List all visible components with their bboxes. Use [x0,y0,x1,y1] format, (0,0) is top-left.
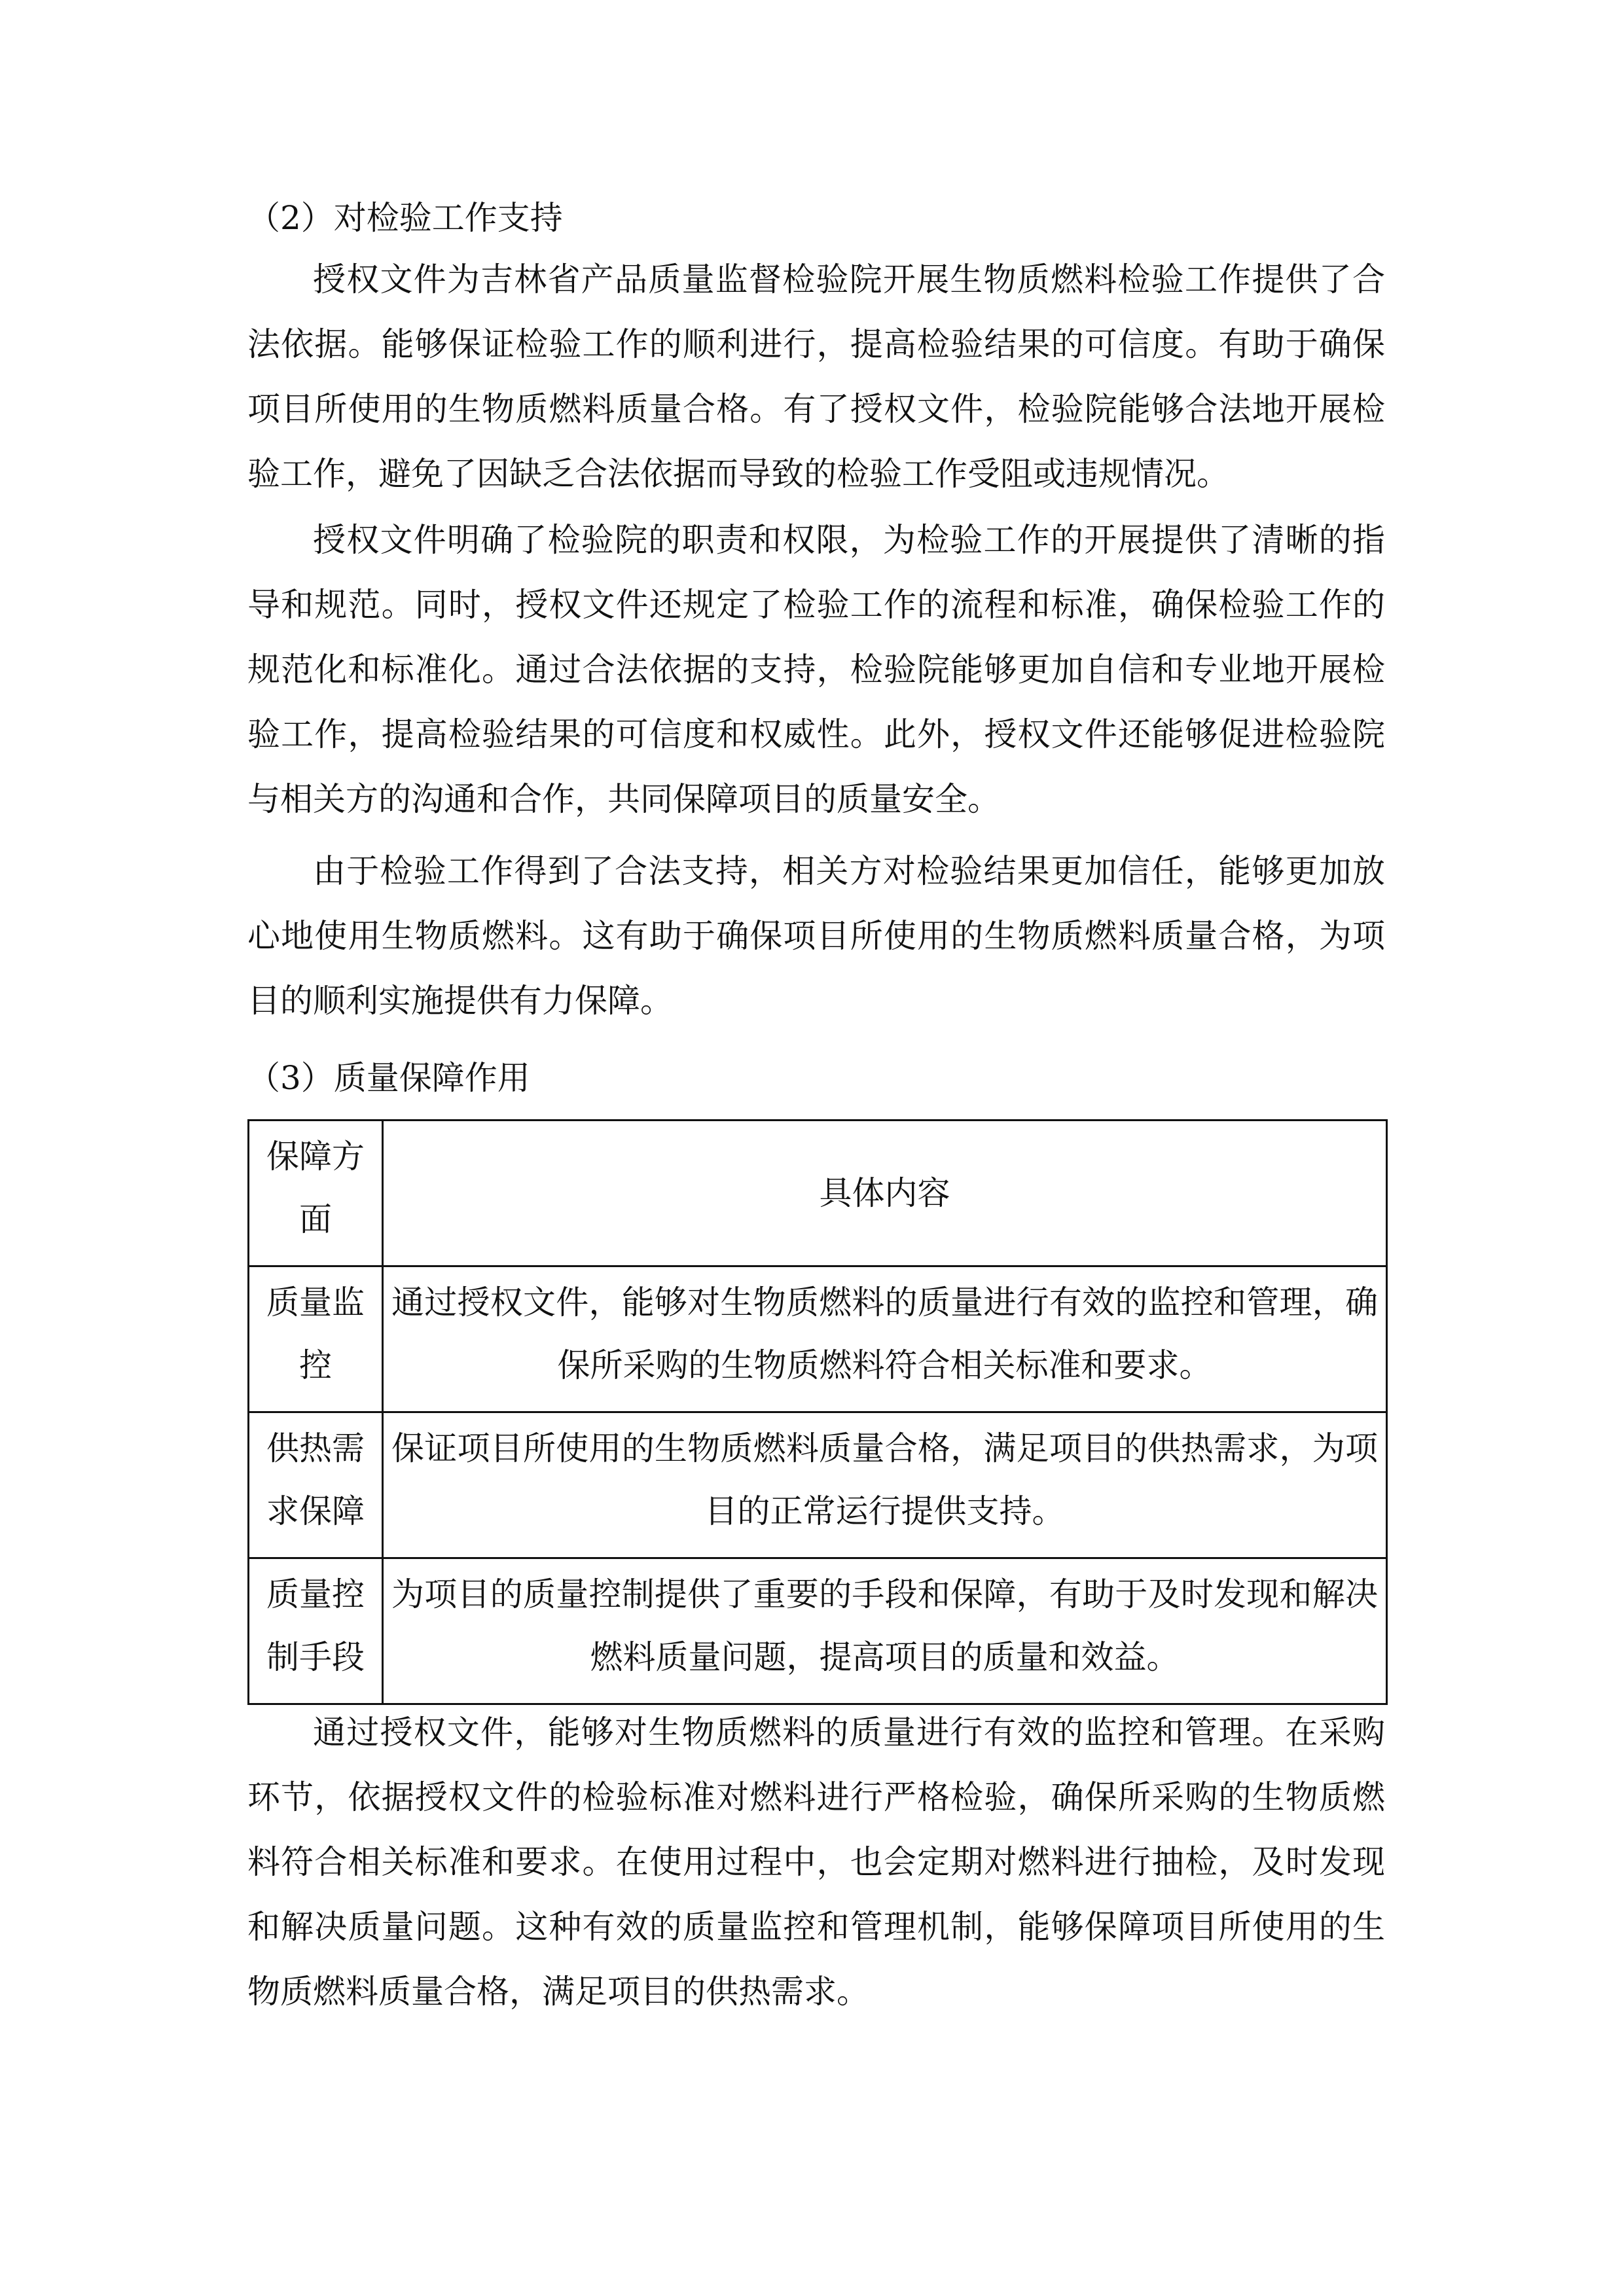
table-header-row [249,1121,1387,1266]
header-cell-content: 具体内容 [383,1121,1387,1266]
table-row [249,1558,1387,1704]
section-heading-3: （3）质量保障作用 [247,1059,530,1097]
cell-content: 保证项目所使用的生物质燃料质量合格，满足项目的供热需求，为项目的正常运行提供支持。 [383,1412,1387,1558]
table-row [249,1412,1387,1558]
section-heading-2: （2）对检验工作支持 [247,199,563,237]
cell-content: 为项目的质量控制提供了重要的手段和保障，有助于及时发现和解决燃料质量问题，提高项目的质量和效益。 [383,1558,1387,1704]
paragraph: 通过授权文件，能够对生物质燃料的质量进行有效的监控和管理。在采购环节，依据授权文件的检验标准对燃料进行严格检验，确保所采购的生物质燃料符合相关标准和要求。在使用过程中，也会定期对燃料进行抽检，及时发现和解决质量问题。这种有效的质量监控和管理机制，能够保障项目所使用的生物质燃料质量合格，满足项目的供热需求。 [247,1713,1385,2011]
paragraph: 由于检验工作得到了合法支持，相关方对检验结果更加信任，能够更加放心地使用生物质燃料。这有助于确保项目所使用的生物质燃料质量合格，为项目的顺利实施提供有力保障。 [247,852,1385,1020]
cell-aspect: 质量监控 [249,1266,383,1412]
table-row [249,1266,1387,1412]
cell-content: 通过授权文件，能够对生物质燃料的质量进行有效的监控和管理，确保所采购的生物质燃料符合相关标准和要求。 [383,1266,1387,1412]
paragraph: 授权文件明确了检验院的职责和权限，为检验工作的开展提供了清晰的指导和规范。同时，授权文件还规定了检验工作的流程和标准，确保检验工作的规范化和标准化。通过合法依据的支持，检验院能够更加自信和专业地开展检验工作，提高检验结果的可信度和权威性。此外，授权文件还能够促进检验院与相关方的沟通和合作，共同保障项目的质量安全。 [247,521,1385,818]
cell-aspect: 质量控制手段 [249,1558,383,1704]
cell-aspect: 供热需求保障 [249,1412,383,1558]
header-cell-aspect: 保障方面 [249,1121,383,1266]
paragraph: 授权文件为吉林省产品质量监督检验院开展生物质燃料检验工作提供了合法依据。能够保证检验工作的顺利进行，提高检验结果的可信度。有助于确保项目所使用的生物质燃料质量合格。有了授权文件，检验院能够合法地开展检验工作，避免了因缺乏合法依据而导致的检验工作受阻或违规情况。 [247,260,1385,493]
quality-assurance-table [247,1119,1388,1705]
